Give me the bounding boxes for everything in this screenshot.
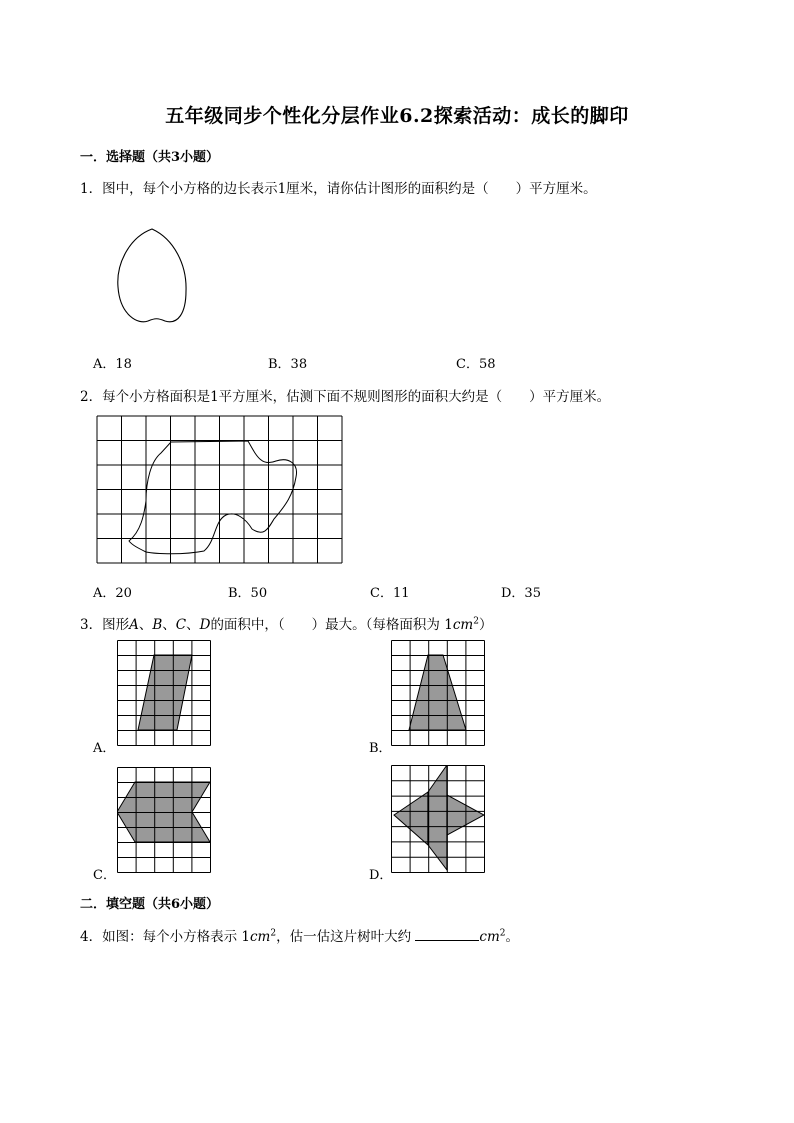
section-heading-fill: 二．填空题（共6小题） <box>80 897 220 912</box>
q1-heart-figure <box>110 225 195 330</box>
q3-figure-c <box>117 767 211 873</box>
q3-figure-b <box>391 640 485 746</box>
question-2-text: 2．每个小方格面积是1平方厘米，估测下面不规则图形的面积大约是（ ）平方厘米。 <box>80 389 611 405</box>
q3-label-d[interactable]: D． <box>369 868 393 883</box>
q1-option-a[interactable]: A．18 <box>93 357 132 372</box>
section-heading-choice: 一．选择题（共3小题） <box>80 150 220 165</box>
q3-label-a[interactable]: A． <box>93 741 116 756</box>
q3-figure-d <box>391 765 485 873</box>
question-4-text: 4．如图：每个小方格表示 $1cm^2$，估一估这片树叶大约 $cm^2$。 <box>80 928 519 945</box>
q2-option-c[interactable]: C．11 <box>370 586 410 601</box>
q2-option-d[interactable]: D．35 <box>501 586 541 601</box>
q3-label-b[interactable]: B． <box>369 741 392 756</box>
q1-option-b[interactable]: B．38 <box>268 357 308 372</box>
question-1-text: 1．图中，每个小方格的边长表示1厘米，请你估计图形的面积约是（ ）平方厘米。 <box>80 181 597 197</box>
q1-option-c[interactable]: C．58 <box>456 357 496 372</box>
q2-option-b[interactable]: B．50 <box>228 586 268 601</box>
question-3-text: 3．图形A、B、C、D的面积中，（ ）最大。（每格面积为 $1cm^2$） <box>80 616 493 633</box>
q2-option-a[interactable]: A．20 <box>93 586 132 601</box>
q3-figure-a <box>117 640 211 746</box>
q2-grid-figure <box>96 415 344 565</box>
q3-label-c[interactable]: C． <box>93 868 116 883</box>
q4-answer-blank[interactable] <box>415 928 479 941</box>
page-title: 五年级同步个性化分层作业6.2探索活动：成长的脚印 <box>165 105 629 127</box>
